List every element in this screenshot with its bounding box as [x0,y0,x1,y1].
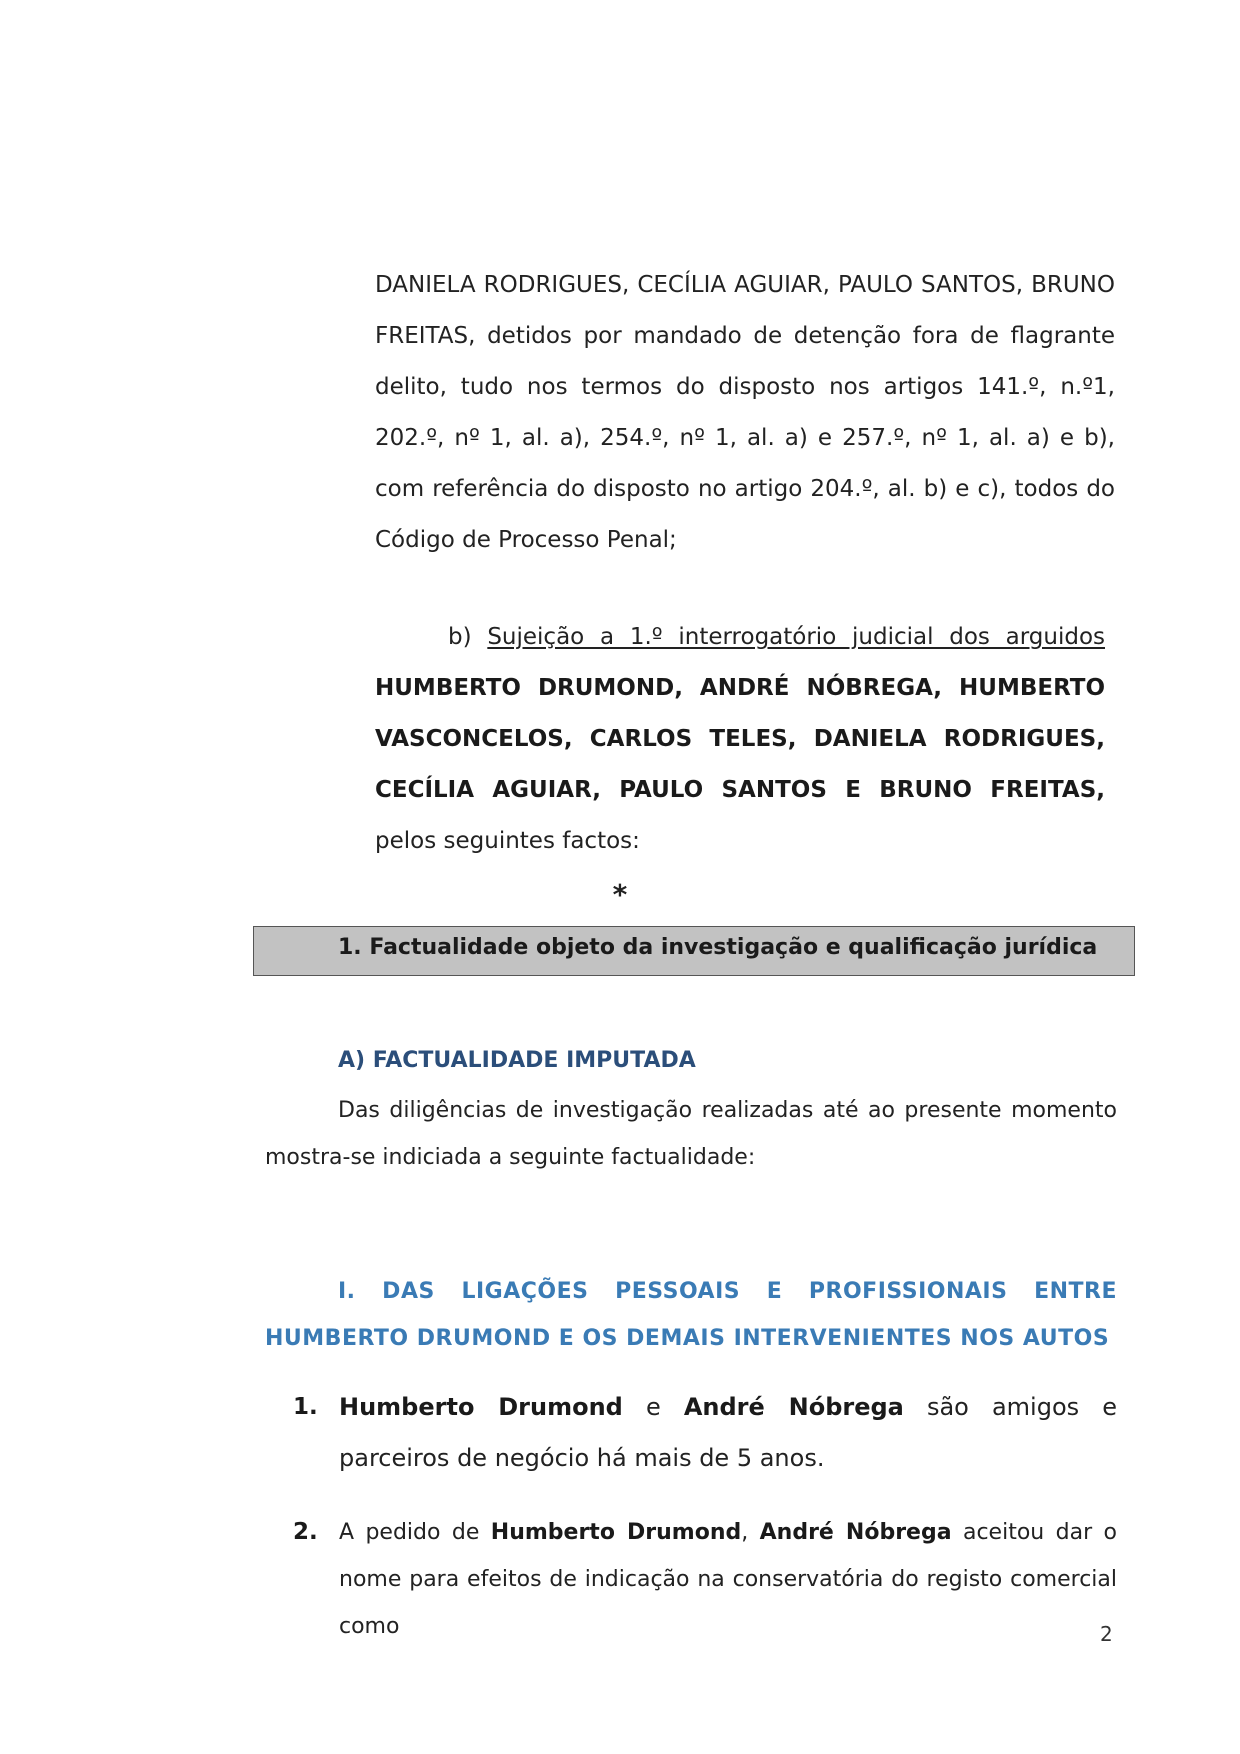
fact-name: Humberto Drumond [490,1520,742,1545]
subsection-a-heading: A) FACTUALIDADE IMPUTADA [338,1048,696,1073]
separator-asterisk: * [612,878,628,911]
intro-paragraph [375,260,1115,566]
fact-item-1 [339,1382,1117,1484]
subsection-a-text: Das diligências de investigação realizadas até ao presente momento mostra-se indiciada a seguinte factualidade: [265,1098,1117,1170]
section-header-box [253,926,1135,976]
intro-text: DANIELA RODRIGUES, CECÍLIA AGUIAR, PAULO SANTOS, BRUNO FREITAS, detidos por mandado de detenção fora de flagrante delito, tudo nos termos do disposto nos artigos 141.º, n.º1, 202.º, nº 1, al. a), 254.º, nº 1, al. a) e 257.º, nº 1, al. a) e b), com referência do disposto no artigo 204.º, al. b) e c), todos do Código de Processo Penal; [375,272,1115,553]
fact-number: 2. [293,1519,318,1545]
fact-text: , [741,1520,760,1545]
item-b-paragraph [375,612,1105,867]
fact-text: e [622,1393,684,1421]
subsection-i-heading: I. DAS LIGAÇÕES PESSOAIS E PROFISSIONAIS ENTRE HUMBERTO DRUMOND E OS DEMAIS INTERVENIENTES NOS AUTOS [265,1279,1117,1351]
fact-text: A pedido de [339,1520,491,1545]
subsection-a-paragraph [265,1087,1117,1181]
item-b-suffix: pelos seguintes factos: [375,828,640,854]
fact-name: Humberto Drumond [339,1393,623,1421]
fact-text: aceitou dar o nome para efeitos de indicação na conservatória do registo comercial como [339,1520,1117,1639]
item-b-prefix: b) [448,624,488,650]
item-b-defendants: HUMBERTO DRUMOND, ANDRÉ NÓBREGA, HUMBERTO VASCONCELOS, CARLOS TELES, DANIELA RODRIGUES, CECÍLIA AGUIAR, PAULO SANTOS E BRUNO FREITAS, [375,675,1105,803]
page-number: 2 [1100,1622,1113,1646]
fact-text: são amigos e parceiros de negócio há mais de 5 anos. [339,1393,1117,1472]
fact-item-2 [339,1509,1117,1650]
fact-name: André Nóbrega [683,1393,904,1421]
fact-name: André Nóbrega [759,1520,952,1545]
item-b-underlined: Sujeição a 1.º interrogatório judicial dos arguidos [487,624,1105,650]
section-title: 1. Factualidade objeto da investigação e qualificação jurídica [338,935,1098,960]
fact-number: 1. [293,1394,318,1420]
